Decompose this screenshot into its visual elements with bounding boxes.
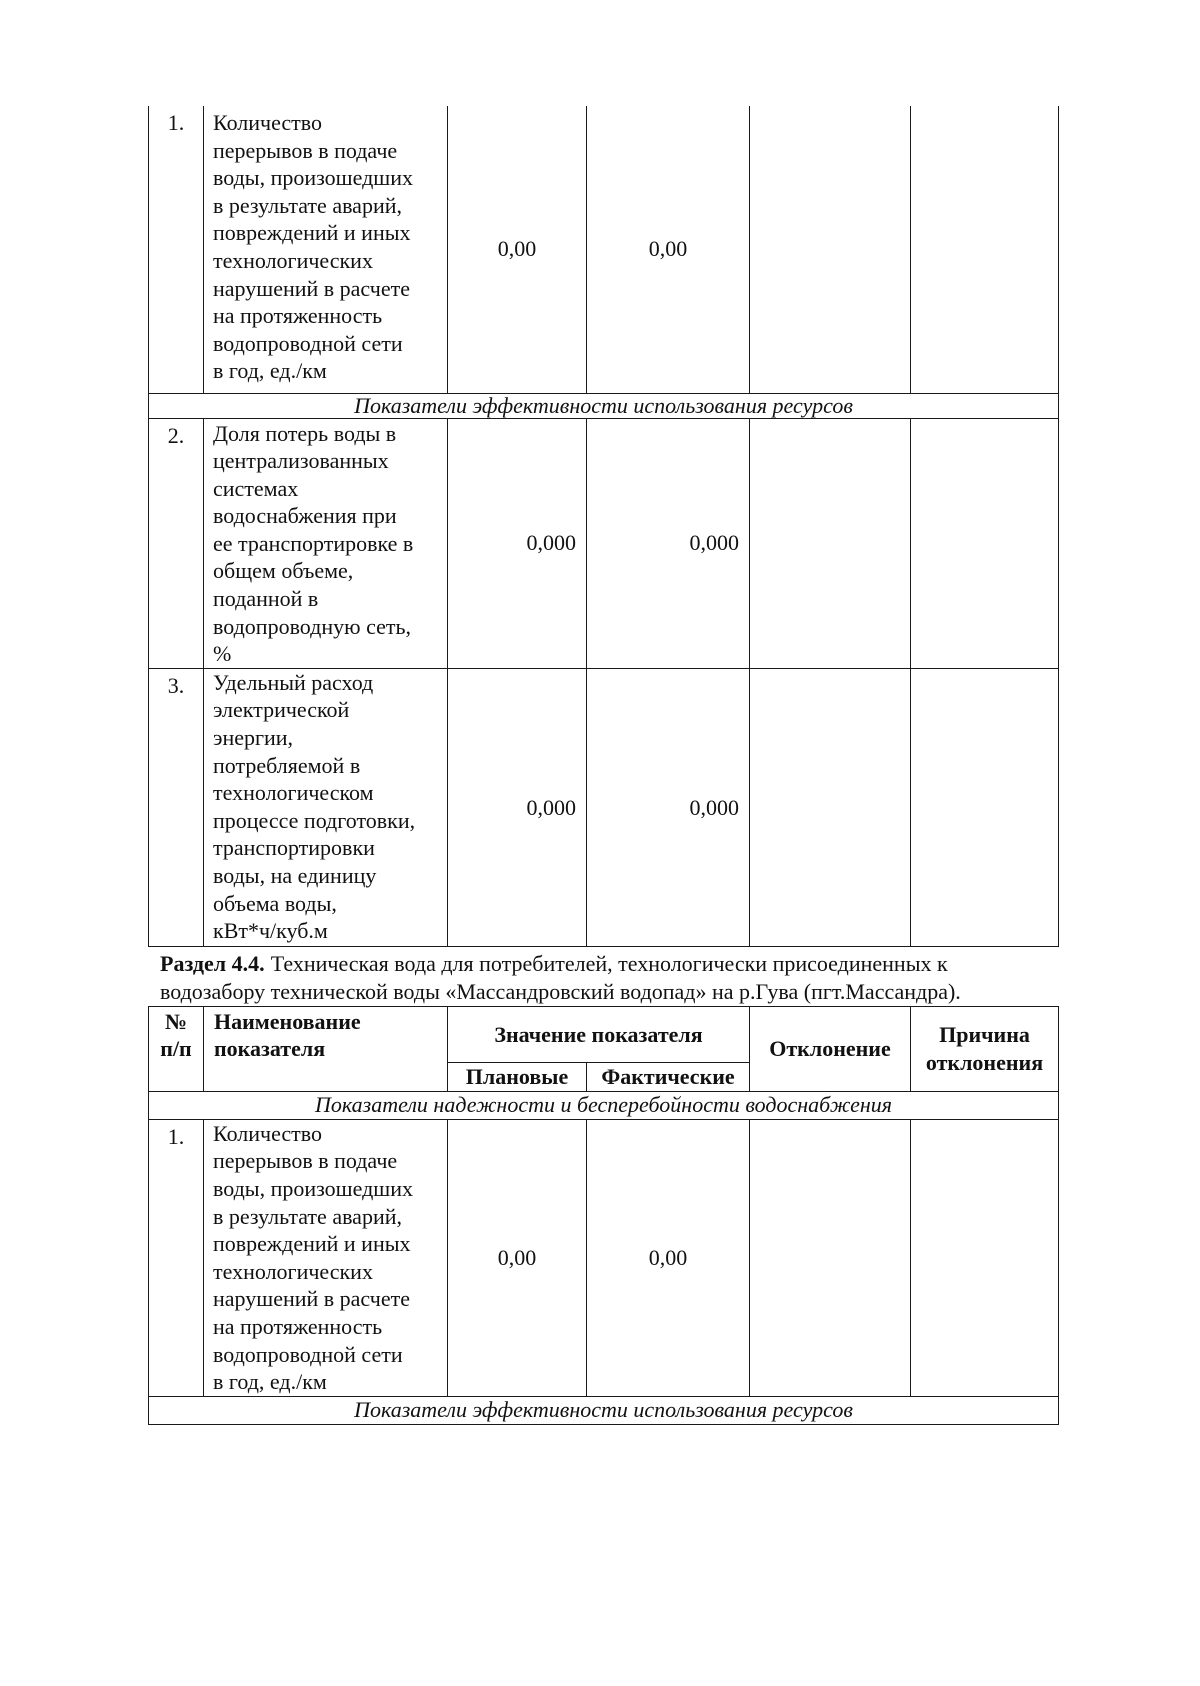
planned-value: 0,00 [448, 1119, 587, 1396]
header-deviation-reason [911, 1006, 1059, 1091]
indicator-name-line: повреждений и иных [213, 1231, 411, 1257]
planned-value: 0,00 [448, 106, 587, 393]
indicator-name-line: транспортировки [213, 835, 375, 861]
indicator-name-line: технологическом [213, 780, 374, 806]
header-deviation-reason-line: Причина [939, 1022, 1030, 1048]
indicator-name-line: ее транспортировке в [213, 530, 414, 556]
indicator-name-line: повреждений и иных [213, 220, 411, 246]
indicator-name-line: в год, ед./км [213, 1369, 327, 1395]
indicator-name-line: на протяженность [213, 1314, 383, 1339]
header-planned: Плановые [448, 1062, 587, 1091]
section-row [149, 1396, 1059, 1424]
indicator-name-line: в год, ед./км [213, 358, 327, 384]
deviation-reason-cell [911, 1119, 1059, 1396]
indicators-table-section-4-4 [148, 1006, 1059, 1425]
section-title: Показатели эффективности использования ресурсов [149, 1396, 1059, 1424]
header-indicator-name-line: Наименование [214, 1008, 361, 1034]
indicator-name-line: водоснабжения при [213, 503, 397, 529]
indicator-name-line: воды, произошедших [213, 1176, 414, 1202]
section-heading-line: водозабору технической воды «Массандровский водопад» на р.Гува (пгт.Массандра). [160, 978, 961, 1004]
indicator-name-line: процессе подготовки, [213, 807, 416, 833]
table-row [149, 1119, 1059, 1396]
deviation-reason-cell [911, 668, 1059, 946]
deviation-cell [750, 1119, 911, 1396]
indicator-name-line: в результате аварий, [213, 192, 402, 218]
table-row [149, 668, 1059, 946]
indicator-name-line: Количество [213, 1120, 323, 1146]
planned-value: 0,000 [448, 418, 587, 668]
indicator-name-line: водопроводную сеть, [213, 613, 412, 639]
indicator-name-line: энергии, [213, 725, 294, 751]
header-indicator-value: Значение показателя [448, 1006, 750, 1062]
section-heading-label: Раздел 4.4. [160, 950, 265, 976]
row-number: 3. [149, 668, 204, 946]
header-deviation: Отклонение [750, 1006, 911, 1091]
header-deviation-reason-line: отклонения [925, 1049, 1044, 1075]
section-heading-line [160, 950, 1058, 978]
indicator-name-line: нарушений в расчете [213, 1286, 410, 1312]
indicator-name-line: поданной в [213, 586, 319, 612]
actual-value: 0,000 [587, 668, 750, 946]
indicator-name-line: на протяженность [213, 303, 383, 329]
indicator-name-line: кВт*ч/куб.м [213, 918, 328, 944]
table-row [149, 106, 1059, 393]
indicator-name-line: перерывов в подаче [213, 1148, 398, 1174]
header-number [149, 1006, 204, 1091]
indicator-name-line: электрической [213, 697, 350, 723]
deviation-cell [750, 418, 911, 668]
actual-value: 0,000 [587, 418, 750, 668]
actual-value: 0,00 [587, 1119, 750, 1396]
deviation-reason-cell [911, 418, 1059, 668]
deviation-cell [750, 106, 911, 393]
document-body [148, 106, 1058, 1425]
indicator-name-line: общем объеме, [213, 558, 354, 584]
row-number: 1. [149, 1119, 204, 1396]
indicator-name [204, 106, 448, 393]
indicator-name [204, 418, 448, 668]
indicators-table-continued [148, 106, 1059, 947]
header-number-line: № [164, 1008, 188, 1034]
indicator-name-line: в результате аварий, [213, 1203, 402, 1229]
section-title: Показатели надежности и бесперебойности водоснабжения [149, 1091, 1059, 1119]
indicator-name-line: объема воды, [213, 890, 337, 916]
indicator-name [204, 668, 448, 946]
indicator-name-line: перерывов в подаче [213, 137, 398, 163]
header-indicator-name [204, 1006, 448, 1091]
section-row [149, 1091, 1059, 1119]
indicator-name-line: технологических [213, 1258, 373, 1284]
table-row [149, 418, 1059, 668]
table-header-row [149, 1006, 1059, 1062]
indicator-name-line: Доля потерь воды в [213, 420, 397, 446]
actual-value: 0,00 [587, 106, 750, 393]
indicator-name-line: воды, на единицу [213, 863, 377, 888]
indicator-name-line: воды, произошедших [213, 165, 414, 191]
indicator-name-line: централизованных [213, 448, 389, 474]
row-number: 1. [149, 106, 204, 393]
deviation-reason-cell [911, 106, 1059, 393]
indicator-name-line: водопроводной сети [213, 1341, 403, 1367]
deviation-cell [750, 668, 911, 946]
indicator-name-line: Удельный расход [213, 669, 374, 695]
indicator-name-line: нарушений в расчете [213, 275, 410, 301]
header-indicator-name-line: показателя [214, 1036, 326, 1062]
section-title: Показатели эффективности использования ресурсов [149, 393, 1059, 418]
section-heading-text: Техническая вода для потребителей, технологически присоединенных к [270, 950, 948, 976]
indicator-name-line: водопроводной сети [213, 330, 403, 356]
indicator-name [204, 1119, 448, 1396]
indicator-name-line: технологических [213, 247, 373, 273]
header-actual: Фактические [587, 1062, 750, 1091]
section-row [149, 393, 1059, 418]
indicator-name-line: % [213, 641, 232, 667]
indicator-name-line: системах [213, 475, 299, 501]
section-heading [148, 950, 1058, 1006]
row-number: 2. [149, 418, 204, 668]
indicator-name-line: Количество [213, 110, 323, 135]
header-number-line: п/п [160, 1036, 192, 1062]
planned-value: 0,000 [448, 668, 587, 946]
indicator-name-line: потребляемой в [213, 752, 361, 778]
